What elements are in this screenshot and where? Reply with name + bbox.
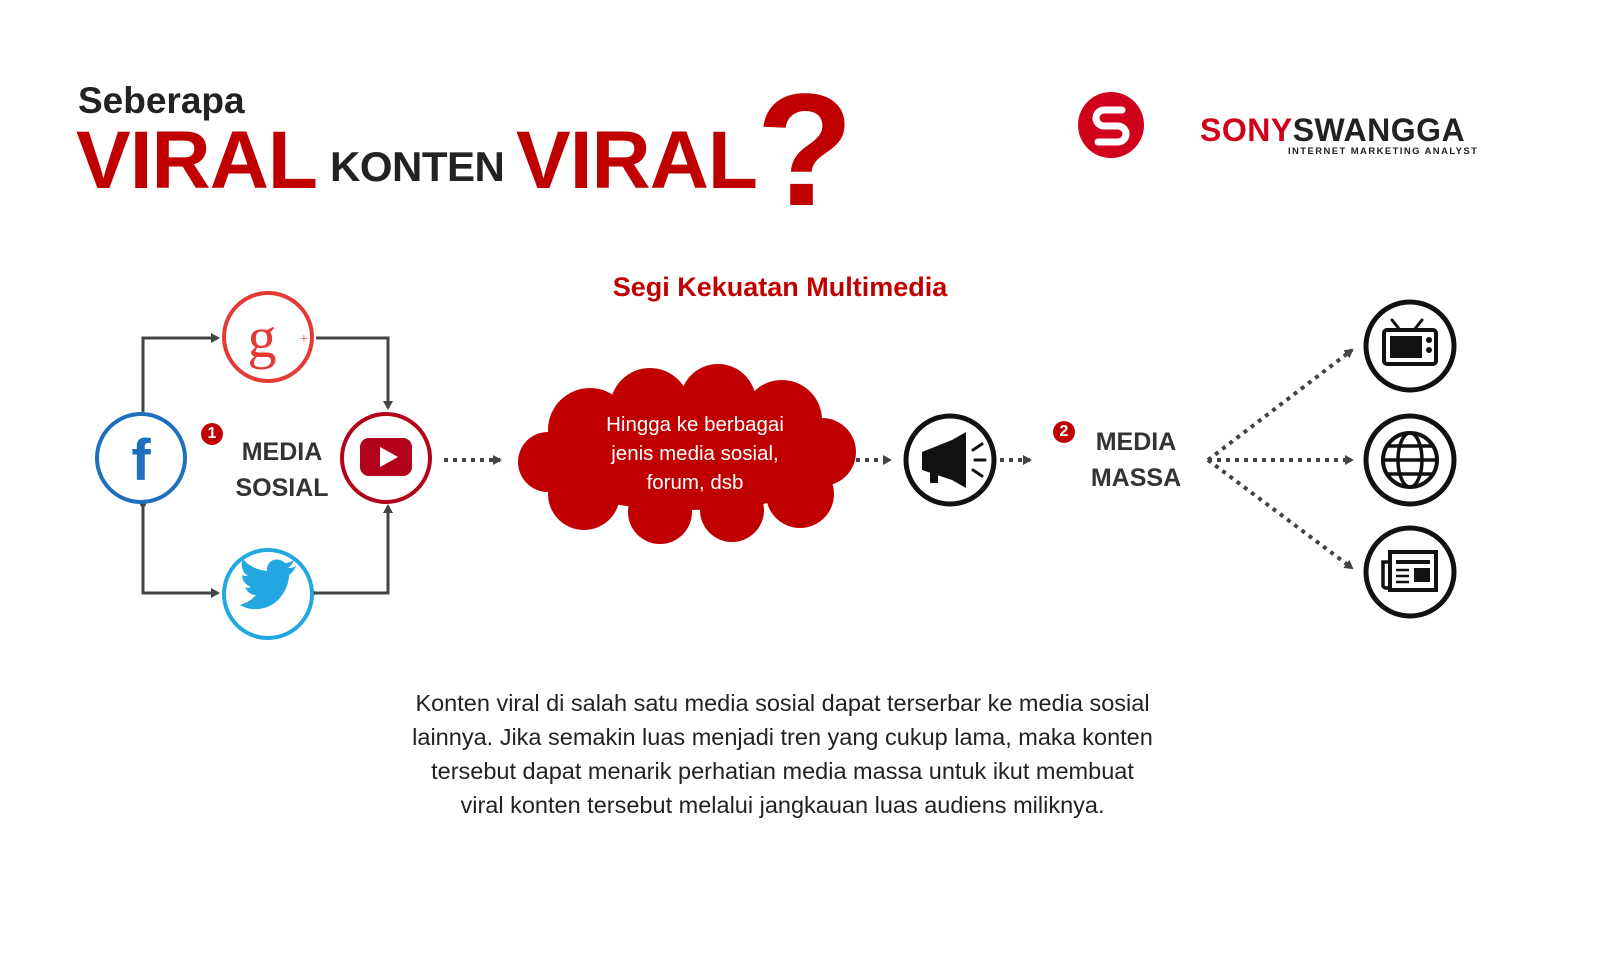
title-kicker: Seberapa <box>78 80 245 121</box>
media-sosial-line2: SOSIAL <box>235 474 329 502</box>
media-massa-line1: MEDIA <box>1095 428 1177 456</box>
title-viral-left: VIRAL <box>76 115 317 206</box>
description-line: Konten viral di salah satu media sosial dapat terserbar ke media sosial <box>415 690 1150 716</box>
tv-icon <box>1366 302 1454 390</box>
description-line: lainnya. Jika semakin luas menjadi tren yang cukup lama, maka konten <box>412 724 1153 750</box>
cloud-text <box>560 410 830 497</box>
title-viral-right: VIRAL <box>516 115 757 206</box>
twitter-icon <box>224 550 312 638</box>
svg-text:f: f <box>131 428 151 493</box>
title-question-mark: ? <box>756 60 854 239</box>
cloud-text-line: jenis media sosial, <box>611 442 779 465</box>
media-sosial-line1: MEDIA <box>241 438 323 466</box>
description-line: viral konten tersebut melalui jangkauan luas audiens miliknya. <box>460 792 1105 818</box>
newspaper-icon <box>1366 528 1454 616</box>
description-paragraph <box>300 686 1265 822</box>
cloud-text-line: forum, dsb <box>646 471 744 494</box>
description-line: tersebut dapat menarik perhatian media massa untuk ikut membuat <box>431 758 1134 784</box>
media-massa-line2: MASSA <box>1090 464 1182 492</box>
media-massa-label <box>1076 424 1196 496</box>
step1-number: 1 <box>207 425 217 442</box>
megaphone-icon <box>906 416 994 504</box>
brand-name-part1: SONY <box>1200 112 1293 148</box>
diagram-title: Segi Kekuatan Multimedia <box>612 272 948 302</box>
google-plus-icon <box>224 293 312 381</box>
step2-number: 2 <box>1059 423 1069 440</box>
youtube-icon <box>342 414 430 502</box>
title-konten: KONTEN <box>330 143 505 190</box>
svg-text:g: g <box>247 305 277 370</box>
media-sosial-label <box>222 434 342 506</box>
globe-icon <box>1366 416 1454 504</box>
brand-tagline: INTERNET MARKETING ANALYST <box>1288 146 1479 157</box>
svg-text:+: + <box>300 332 308 347</box>
cloud-text-line: Hingga ke berbagai <box>606 413 784 436</box>
facebook-icon <box>97 414 185 502</box>
brand-name-part2: SWANGGA <box>1292 112 1466 148</box>
